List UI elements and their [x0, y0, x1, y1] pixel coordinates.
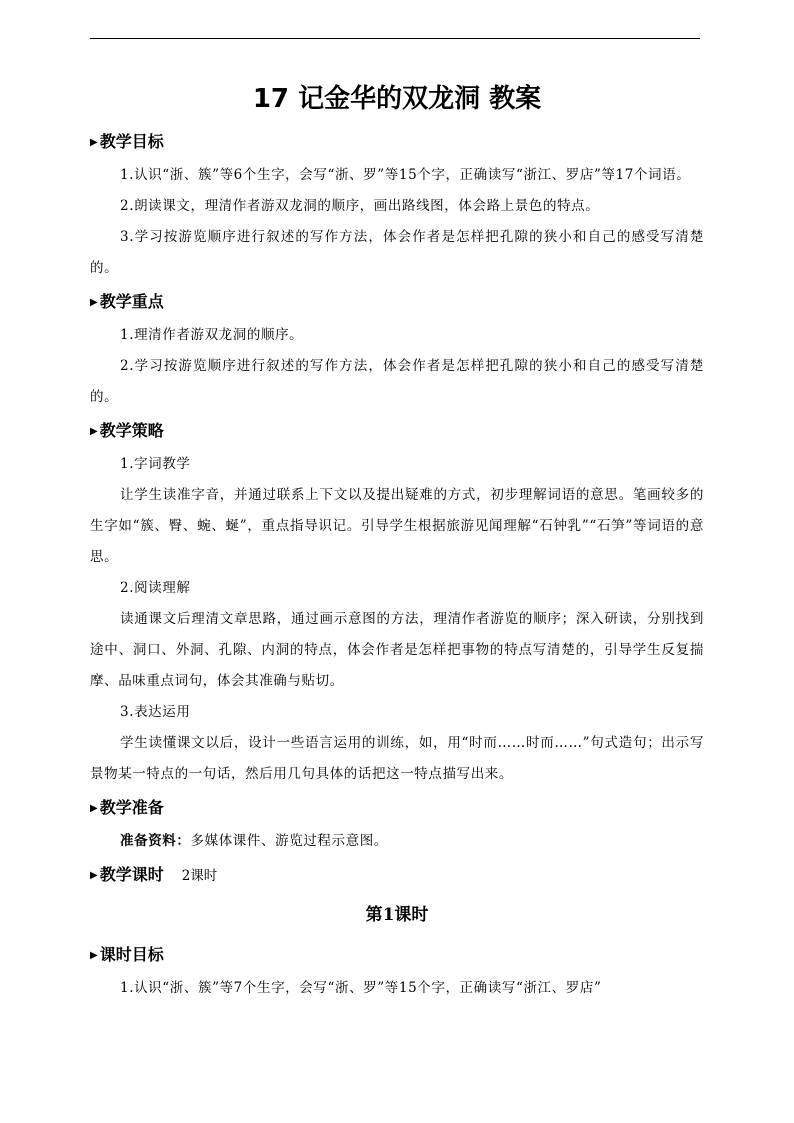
- prep-label: 准备资料：: [120, 833, 191, 849]
- goal-item: 1.认识“浙、簇”等6个生字，会写“浙、罗”等15个字，正确读写“浙江、罗店”等17个词语。: [120, 167, 691, 183]
- strategy-subtitle: 3.表达运用: [120, 704, 191, 720]
- triangle-bullet-icon: ▶: [90, 137, 98, 148]
- triangle-bullet-icon: ▶: [90, 297, 98, 308]
- triangle-bullet-icon: ▶: [90, 870, 98, 881]
- header-rule: [90, 38, 700, 39]
- prep-value: 多媒体课件、游览过程示意图。: [190, 833, 388, 849]
- triangle-bullet-icon: ▶: [90, 803, 98, 814]
- section-heading-goals: [90, 124, 704, 160]
- triangle-bullet-icon: ▶: [90, 426, 98, 437]
- lesson-heading: 第1课时: [365, 905, 429, 925]
- section-heading-label: 课时目标: [99, 945, 164, 964]
- strategy-text: 读通课文后理清文章思路，通过画示意图的方法，理清作者游览的顺序；深入研读，分别找到途中、洞口、外洞、孔隙、内洞的特点，体会作者是怎样把事物的特点写清楚的，引导学生反复揣摩、品味重点词句，体会其准确与贴切。: [90, 611, 704, 689]
- strategy-subtitle: 2.阅读理解: [120, 580, 191, 596]
- section-heading-prep: [90, 790, 704, 826]
- lesson-goal-item: 1.认识“浙、簇”等7个生字，会写“浙、罗”等15个字，正确读写“浙江、罗店”: [120, 980, 602, 996]
- section-heading-label: 教学目标: [99, 132, 164, 151]
- focus-item: 2.学习按游览顺序进行叙述的写作方法，体会作者是怎样把孔隙的狭小和自己的感受写清楚的。: [90, 358, 704, 405]
- strategy-text: 让学生读准字音，并通过联系上下文以及提出疑难的方式，初步理解词语的意思。笔画较多的生字如“簇、臀、蜿、蜒”，重点指导识记。引导学生根据旅游见闻理解“石钟乳”“石笋”等词语的意思。: [90, 487, 704, 565]
- focus-item: 1.理清作者游双龙洞的顺序。: [120, 327, 304, 343]
- document-body: [90, 78, 704, 1004]
- section-heading-label: 教学准备: [99, 798, 164, 817]
- triangle-bullet-icon: ▶: [90, 950, 98, 961]
- section-heading-label: 教学重点: [99, 292, 164, 311]
- goal-item: 2.朗读课文，理清作者游双龙洞的顺序，画出路线图，体会路上景色的特点。: [120, 198, 600, 214]
- section-heading-lesson-goals: [90, 937, 704, 973]
- section-heading-label: 教学策略: [99, 421, 164, 440]
- section-heading-focus: [90, 284, 704, 320]
- section-heading-label: 教学课时: [99, 865, 164, 884]
- hours-value: 2课时: [181, 868, 218, 884]
- section-heading-hours: [90, 857, 704, 893]
- page-title: 17 记金华的双龙洞 教案: [252, 84, 542, 114]
- goal-item: 3.学习按游览顺序进行叙述的写作方法，体会作者是怎样把孔隙的狭小和自己的感受写清楚的。: [90, 229, 704, 276]
- strategy-text: 学生读懂课文以后，设计一些语言运用的训练，如，用“时而……时而……”句式造句；出示写景物某一特点的一句话，然后用几句具体的话把这一特点描写出来。: [90, 735, 704, 782]
- section-heading-strategy: [90, 413, 704, 449]
- prep-text: [90, 826, 704, 857]
- strategy-subtitle: 1.字词教学: [120, 456, 191, 472]
